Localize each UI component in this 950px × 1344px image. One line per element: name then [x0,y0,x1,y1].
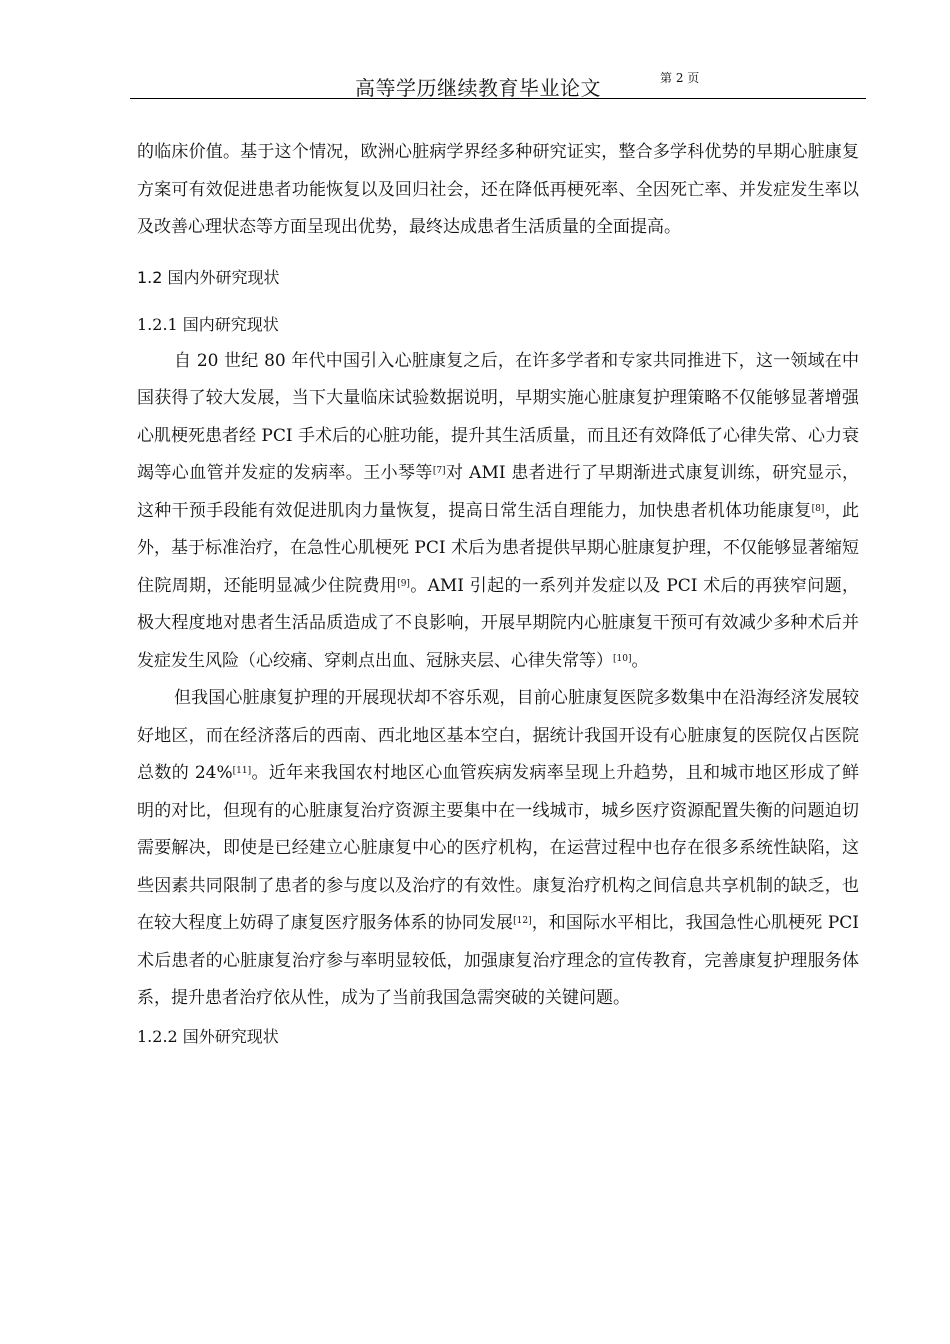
citation-8: [8] [811,503,825,514]
citation-7: [7] [432,466,446,476]
paragraph-text: 但我国心脏康复护理的开展现状却不容乐观，目前心脏康复医院多数集中在沿海经济发展较好地区，而在经济落后的西南、西北地区基本空白，据统计我国开设有心脏康复的医院仅占医院总数的 24% [137,688,859,783]
paragraph-text: 自 20 世纪 80 年代中国引入心脏康复之后，在许多学者和专家共同推进下，这一领域在中国获得了较大发展，当下大量临床试验数据说明，早期实施心脏康复护理策略不仅能够显著增强心肌梗死患者经 PCI 手术后的心脏功能，提升其生活质量，而且还有效降低了心律失常、心力衰竭等心血管并发症的发病率。王小琴等 [137,350,859,483]
citation-11: [11] [232,766,252,776]
section-heading-1-2: 1.2 国内外研究现状 [137,267,280,287]
paragraph-continuation: 的临床价值。基于这个情况，欧洲心脏病学界经多种研究证实，整合多学科优势的早期心脏康复方案可有效促进患者功能恢复以及回归社会，还在降低再梗死率、全因死亡率、并发症发生率以及改善心理状态等方面呈现出优势，最终达成患者生活质量的全面提高。 [137,142,859,237]
page-number: 第 2 页 [660,71,700,85]
page-header [130,66,866,99]
paragraph-current-status [137,680,859,1018]
citation-10: [10] [613,653,632,664]
document-body [137,134,859,1055]
paragraph-domestic-research [137,343,859,681]
paragraph-text: 对 AMI 患者进行了早期渐进式康复训练，研究显示，这种干预手段能有效促进肌肉力量恢复，提高日常生活自理能力，加快患者机体功能康复 [137,463,859,521]
header-title: 高等学历继续教育毕业论文 [355,76,601,100]
paragraph-text: ，此外，基于标准治疗，在急性心肌梗死 PCI 术后为患者提供早期心脏康复护理，不仅能够显著缩短住院周期，还能明显减少住院费用 [137,500,860,596]
section-heading-1-2-1: 1.2.1 国内研究现状 [137,314,279,334]
paragraph-text: 。 [631,650,649,671]
paragraph-text: 。近年来我国农村地区心血管疾病发病率呈现上升趋势，且和城市地区形成了鲜明的对比，但现有的心脏康复治疗资源主要集中在一线城市，城乡医疗资源配置失衡的问题迫切需要解决，即使是已经建立心脏康复中心的医疗机构，在运营过程中也存在很多系统性缺陷，这些因素共同限制了患者的参与度以及治疗的有效性。康复治疗机构之间信息共享机制的缺乏，也在较大程度上妨碍了康复医疗服务体系的协同发展 [137,763,859,933]
paragraph-text: 。AMI 引起的一系列并发症以及 PCI 术后的再狭窄问题，极大程度地对患者生活品质造成了不良影响，开展早期院内心脏康复干预可有效减少多种术后并发症发生风险（心绞痛、穿刺点出血、冠脉夹层、心律失常等） [137,575,859,671]
paragraph-text: ，和国际水平相比，我国急性心肌梗死 PCI 术后患者的心脏康复治疗参与率明显较低，加强康复治疗理念的宣传教育，完善康复护理服务体系，提升患者治疗依从性，成为了当前我国急需突破的关键问题。 [137,913,859,1008]
citation-9: [9] [397,578,410,589]
section-heading-1-2-2: 1.2.2 国外研究现状 [137,1026,279,1046]
citation-12: [12] [513,916,532,926]
